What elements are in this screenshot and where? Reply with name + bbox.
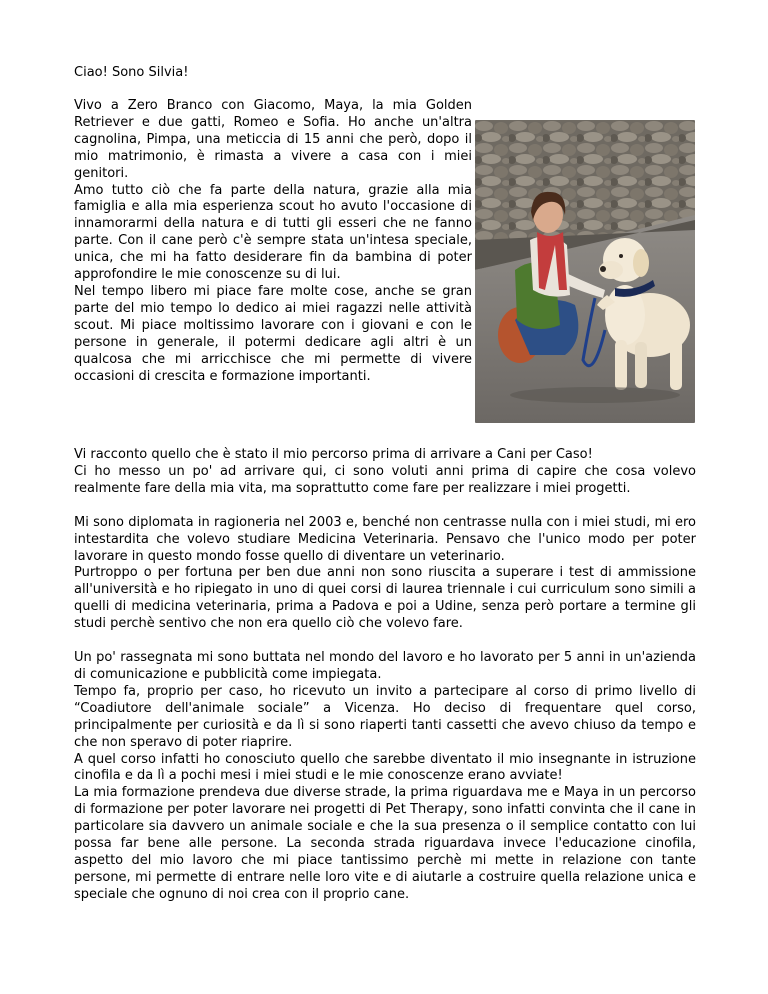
paragraph: Ci ho messo un po' ad arrivare qui, ci sono voluti anni prima di capire che cosa volevo realmente fare della mia vita, ma soprattutto come fare per realizzare i miei progetti. bbox=[74, 463, 696, 496]
photo-woman-with-golden-retriever bbox=[475, 120, 695, 423]
paragraph: Tempo fa, proprio per caso, ho ricevuto un invito a partecipare al corso di primo livello di “Coadiutore dell'animale sociale” a Vicenza. Ho deciso di frequentare quel corso, principalmente per curiosità e da lì si sono riaperti tanti cassetti che avevo chiuso da tempo e che non speravo di poter riaprire. bbox=[74, 683, 696, 750]
section-percorso bbox=[74, 447, 696, 498]
intro-block bbox=[74, 98, 696, 423]
intro-paragraph: Nel tempo libero mi piace fare molte cose, anche se gran parte del mio tempo lo dedico ai miei ragazzi nelle attività scout. Mi piace moltissimo lavorare con i giovani e con le persone in generale, il potermi dedicare agli altri è un qualcosa che mi arricchisce che mi permette di vivere occasioni di crescita e formazione importanti. bbox=[74, 283, 472, 384]
paragraph: A quel corso infatti ho conosciuto quello che sarebbe diventato il mio insegnante in istruzione cinofila e da lì a pochi mesi i miei studi e le mie conoscenze erano avviate! bbox=[74, 751, 696, 784]
paragraph: Purtroppo o per fortuna per ben due anni non sono riuscita a superare i test di ammissione all'università e ho ripiegato in uno di quei corsi di laurea triennale i cui curriculum sono simili a quelli di medicina veterinaria, prima a Padova e poi a Udine, senza però portare a termine gli studi perchè sentivo che non era quello ciò che volevo fare. bbox=[74, 565, 696, 632]
greeting: Ciao! Sono Silvia! bbox=[74, 65, 189, 80]
paragraph: Un po' rassegnata mi sono buttata nel mondo del lavoro e ho lavorato per 5 anni in un'azienda di comunicazione e pubblicità come impiegata. bbox=[74, 650, 696, 682]
intro-text bbox=[74, 98, 472, 385]
section-studi bbox=[74, 515, 696, 633]
paragraph: Mi sono diplomata in ragioneria nel 2003 e, benché non centrasse nulla con i miei studi, mi ero intestardita che volevo studiare Medicina Veterinaria. Pensavo che l'unico modo per poter lavorare in questo mondo fosse quello di diventare un veterinario. bbox=[74, 514, 696, 564]
paragraph: Vi racconto quello che è stato il mio percorso prima di arrivare a Cani per Caso! bbox=[74, 447, 593, 462]
intro-paragraph: Amo tutto ciò che fa parte della natura, grazie alla mia famiglia e alla mia esperienza scout ho avuto l'occasione di innamorarmi della natura e di tutti gli esseri che ne fanno parte. Con il cane però c'è sempre stata un'intesa speciale, unica, che mi ha fatto desiderare fin da bambina di poter approfondire le mie conoscenze su di lui. bbox=[74, 182, 472, 283]
intro-paragraph: Vivo a Zero Branco con Giacomo, Maya, la mia Golden Retriever e due gatti, Romeo e Sofia. Ho anche un'altra cagnolina, Pimpa, una meticcia di 15 anni che però, dopo il mio matrimonio, è rimasta a vivere a casa con i miei genitori. bbox=[74, 98, 472, 181]
paragraph: La mia formazione prendeva due diverse strade, la prima riguardava me e Maya in un percorso di formazione per poter lavorare nei progetti di Pet Therapy, sono infatti convinta che il cane in particolare sia davvero un animale sociale e che la sua presenza o il semplice contatto con lui possa far bene alle persone. La seconda strada riguardava invece l'educazione cinofila, aspetto del mio lavoro che mi piace tantissimo perchè mi mette in relazione con tante persone, mi permette di entrare nelle loro vite e di aiutarle a costruire quella relazione unica e speciale che ognuno di noi crea con il proprio cane. bbox=[74, 785, 696, 902]
section-lavoro bbox=[74, 650, 696, 904]
document-page bbox=[74, 64, 696, 904]
